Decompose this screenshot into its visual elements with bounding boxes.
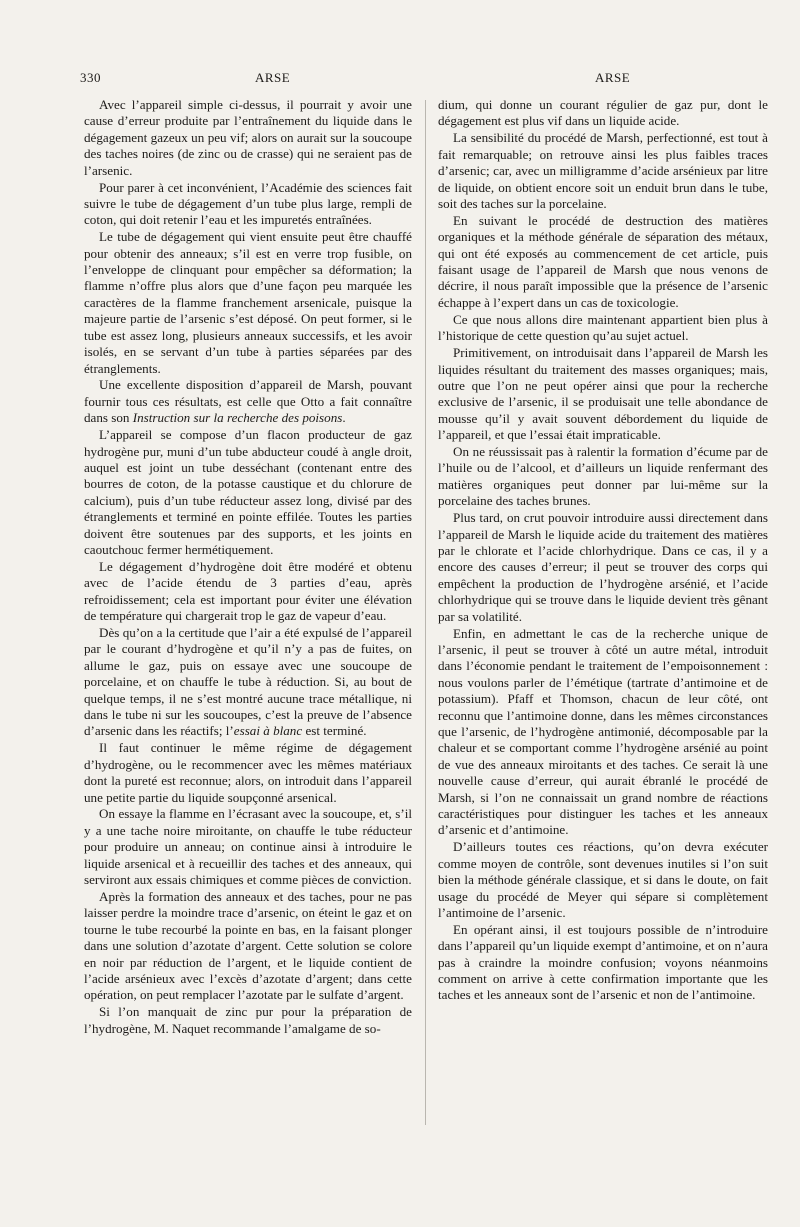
paragraph-text: est terminé. <box>302 723 367 739</box>
paragraph <box>438 345 768 443</box>
paragraph-text: L’appareil se compose d’un flacon producteur de gaz hydrogène pur, muni d’un tube abducteur coudé à angle droit, auquel est joint un tube desséchant (contenant entre des bourres de coton, de la potasse caustique et du chlorure de calcium), puis d’un tube réducteur assez long, divisé par des étranglements et terminé en pointe effilée. Toutes les parties doivent être soutenues par des supports, et les joints en caoutchouc fermer hermétiquement. <box>84 427 412 557</box>
paragraph-text: D’ailleurs toutes ces réactions, qu’on devra exécuter comme moyen de contrôle, sont devenues inutiles si l’on suit bien la méthode générale classique, et si dans le doute, on fait usage du procédé de Meyer qui sépare si complètement l’antimoine de l’arsenic. <box>438 839 768 920</box>
paragraph-text: La sensibilité du procédé de Marsh, perfectionné, est tout à fait remarquable; on retrouve ainsi les plus faibles traces d’arsenic; car, avec un milligramme d’acide arsénieux par litre de liquide, on obtient encore soit un enduit brun dans le tube, soit des taches sur la porcelaine. <box>438 130 768 211</box>
italic-text: Instruction sur la recherche des poisons <box>132 410 343 426</box>
paragraph <box>438 510 768 625</box>
paragraph <box>438 97 768 130</box>
paragraph <box>438 213 768 311</box>
paragraph-text: Si l’on manquait de zinc pur pour la préparation de l’hydrogène, M. Naquet recommande l’amalgame de so- <box>84 1004 412 1036</box>
italic-text: essai à blanc <box>233 723 303 739</box>
paragraph-text: Pour parer à cet inconvénient, l’Académie des sciences fait suivre le tube de dégagement d’un tube plus large, rempli de coton, qui doit retenir l’eau et les impuretés entraînées. <box>84 179 412 228</box>
column-divider <box>425 100 426 1125</box>
paragraph-text: dium, qui donne un courant régulier de gaz pur, dont le dégagement est plus vif dans un liquide acide. <box>438 97 768 129</box>
paragraph-text: On ne réussissait pas à ralentir la formation d’écume par de l’huile ou de l’alcool, et d’ailleurs un liquide renfermant des matières organiques peut donner par lui-même sur la porcelaine des taches brunes. <box>438 444 768 509</box>
paragraph <box>84 740 412 806</box>
paragraph <box>84 889 412 1004</box>
right-column <box>438 97 768 1004</box>
running-head-left: ARSE <box>255 70 291 85</box>
paragraph <box>84 1004 412 1037</box>
page-header <box>80 70 752 90</box>
left-column <box>84 97 412 1038</box>
paragraph-text: Plus tard, on crut pouvoir introduire aussi directement dans l’appareil de Marsh le liquide acide du traitement des matières par le chlorate et l’acide chlorhydrique. Dans ce cas, il y a encore des causes d’erreur; il peut se trouver des corps qui empêchent la production de l’hydrogène arsénié, et l’acide chlorhydrique qui se trouve dans le liquide devient très gênant par sa volatilité. <box>438 510 768 624</box>
paragraph-text: Le dégagement d’hydrogène doit être modéré et obtenu avec de l’acide étendu de 3 parties d’eau, après refroidissement; cela est important pour éviter une élévation de température qui chargerait trop le gaz de vapeur d’eau. <box>84 558 412 624</box>
paragraph <box>438 922 768 1004</box>
paragraph <box>84 427 412 558</box>
paragraph <box>438 444 768 510</box>
paragraph-text: Dès qu’on a la certitude que l’air a été expulsé de l’appareil par le courant d’hydrogène et qu’il n’y a pas de fuites, on allume le gaz, puis on essaye avec une soucoupe de porcelaine, et on chauffe le tube à réduction. Si, au bout de quelque temps, il ne s’est montré aucune trace métallique, ni dans le tube ni sur les soucoupes, c’est la preuve de l’absence d’arsenic dans les réactifs; l’ <box>84 625 412 739</box>
paragraph-text: Avec l’appareil simple ci-dessus, il pourrait y avoir une cause d’erreur produite par l’entraînement du liquide dans le dégagement gazeux un peu vif; alors on aurait sur la soucoupe des taches noires (de zinc ou de crasse) qui ne seraient pas de l’arsenic. <box>84 97 412 178</box>
paragraph <box>84 97 412 179</box>
paragraph-text: On essaye la flamme en l’écrasant avec la soucoupe, et, s’il y a une tache noire miroitante, on chauffe le tube réducteur pour produire un anneau; on continue ainsi à introduire le liquide arsenical et à recueillir des taches et des anneaux, qui serviront aux essais chimiques et comme pièces de conviction. <box>84 806 412 888</box>
paragraph-text: Il faut continuer le même régime de dégagement d’hydrogène, ou le recommencer avec les mêmes matériaux dont la pureté est reconnue; alors, on introduit dans l’appareil une petite partie du liquide soupçonné arsenical. <box>84 740 412 805</box>
page-number: 330 <box>80 70 101 85</box>
paragraph <box>84 806 412 888</box>
paragraph <box>84 377 412 426</box>
paragraph <box>438 312 768 345</box>
paragraph <box>84 229 412 377</box>
paragraph <box>84 180 412 229</box>
paragraph-text: Enfin, en admettant le cas de la recherche unique de l’arsenic, il peut se trouver à côté un autre métal, introduit dans l’économie pendant le traitement de l’empoisonnement : nous voulons parler de l’émétique (tartrate d’antimoine et de potassium). Pfaff et Thomson, chacun de leur côté, ont reconnu que l’antimoine donne, dans les mêmes circonstances que l’arsenic, de l’hydrogène antimonié, décomposable par la chaleur et se comportant comme l’hydrogène arsénié au point de vue des anneaux miroitants et des taches. Ce serait là une nouvelle cause d’erreur, qui aurait ébranlé le procédé de Marsh, si l’on ne connaissait un grand nombre de réactions caractéristiques pour distinguer les taches et les anneaux d’arsenic et d’antimoine. <box>438 625 768 838</box>
paragraph-text: Après la formation des anneaux et des taches, pour ne pas laisser perdre la moindre trace d’arsenic, on éteint le gaz et on tourne le tube recourbé la pointe en bas, en la faisant plonger dans une solution d’azotate d’argent. Cette solution se colore en noir par réduction de l’argent, et le liquide contient de l’acide arsénieux avec l’excès d’azotate d’argent; dans cette opération, on peut remplacer l’azotate par le sulfate d’argent. <box>84 889 412 1003</box>
paragraph <box>438 130 768 212</box>
paragraph-text: Primitivement, on introduisait dans l’appareil de Marsh les liquides résultant du traitement des masses organiques; mais, outre que l’on ne peut opérer ainsi que pour la recherche exclusive de l’arsenic, il se produisait une telle abondance de mousse qu’il y avait souvent débordement du liquide de l’appareil, et que l’essai était impraticable. <box>438 345 768 443</box>
paragraph <box>84 625 412 740</box>
paragraph-text: En opérant ainsi, il est toujours possible de n’introduire dans l’appareil qu’un liquide exempt d’antimoine, et on n’aura pas à craindre la moindre confusion; voyons néanmoins comment on arrive à cette confirmation importante que les taches et les anneaux sont de l’arsenic et non de l’antimoine. <box>438 921 768 1003</box>
running-head-right: ARSE <box>595 70 631 85</box>
paragraph <box>438 626 768 839</box>
paragraph-text: Ce que nous allons dire maintenant appartient bien plus à l’historique de cette question qu’au sujet actuel. <box>438 311 768 344</box>
paragraph-text: Une excellente disposition d’appareil de Marsh, pouvant fournir tous ces résultats, est celle que Otto a fait connaître dans son <box>84 377 412 426</box>
paragraph-text: . <box>342 410 346 426</box>
paragraph <box>438 839 768 921</box>
paragraph-text: Le tube de dégagement qui vient ensuite peut être chauffé pour obtenir des anneaux; s’il est en verre trop fusible, on l’enveloppe de clinquant pour empêcher sa déformation; la flamme n’offre plus alors que d’une façon peu marquée les caractères de la flamme franchement arsenicale, puisque la majeure partie de l’arsenic s’est déposé. On peut former, si le tube est assez long, plusieurs anneaux successifs, et les avoir isolés, en se servant d’un tube à parties séparées par des étranglements. <box>84 229 412 376</box>
paragraph <box>84 559 412 625</box>
paragraph-text: En suivant le procédé de destruction des matières organiques et la méthode générale de séparation des métaux, qui ont été exposés au commencement de cet article, puis faisant usage de l’appareil de Marsh que nous venons de décrire, il nous paraît impossible que la présence de l’arsenic échappe à l’expert dans un cas de toxicologie. <box>438 212 768 310</box>
